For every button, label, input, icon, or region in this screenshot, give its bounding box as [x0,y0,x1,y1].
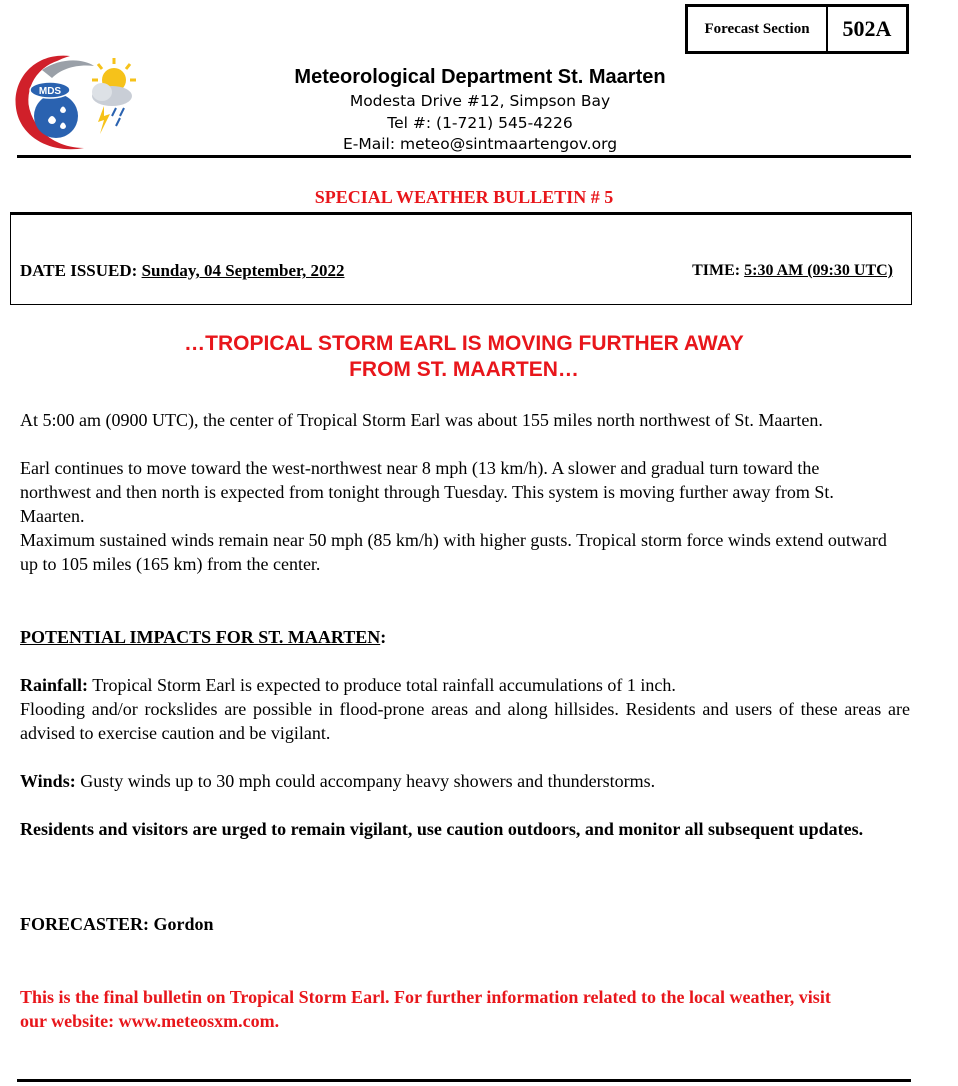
winds-label: Winds: [20,771,76,791]
winds-paragraph [20,769,910,793]
winds-text: Gusty winds up to 30 mph could accompany heavy showers and thunderstorms. [75,771,656,791]
department-phone: Tel #: (1-721) 545-4226 [387,114,573,132]
advisory-paragraph: Residents and visitors are urged to remain vigilant, use caution outdoors, and monitor all subsequent updates. [20,819,864,839]
storm-movement-paragraph: Earl continues to move toward the west-northwest near 8 mph (13 km/h). A slower and gradual turn toward the northwest and then north is expected from tonight through Tuesday. This system is moving further away from St. Maarten. [20,458,834,526]
impacts-heading-colon: : [380,627,387,647]
date-issued-label: DATE ISSUED: [20,261,142,280]
date-issued-value: Sunday, 04 September, 2022 [141,261,345,280]
storm-winds-paragraph: Maximum sustained winds remain near 50 mph (85 km/h) with higher gusts. Tropical storm force winds extend outward up to 105 miles (165 km) from the center. [20,530,887,574]
time-issued-label: TIME: [692,262,745,279]
time-issued-value: 5:30 AM (09:30 UTC) [744,262,893,279]
storm-position-paragraph: At 5:00 am (0900 UTC), the center of Tropical Storm Earl was about 155 miles north northwest of St. Maarten. [20,410,823,430]
final-note: This is the final bulletin on Tropical Storm Earl. For further information related to the local weather, visit our website: www.meteosxm.com. [20,987,831,1031]
rainfall-paragraph [20,673,910,697]
headline-line-1: …TROPICAL STORM EARL IS MOVING FURTHER AWAY [184,332,744,355]
department-email: E-Mail: meteo@sintmaartengov.org [342,135,618,153]
forecast-section-code: 502A [842,16,892,41]
time-issued [692,262,893,280]
headline-line-2: FROM ST. MAARTEN… [349,358,579,381]
department-title: Meteorological Department St. Maarten [294,66,666,88]
rainfall-detail-paragraph: Flooding and/or rockslides are possible in flood-prone areas and along hillsides. Residents and users of these areas are advised to exercise caution and be vigilant. [20,699,910,743]
footer-divider [17,1079,911,1082]
impacts-heading [20,625,910,649]
forecast-section-box [685,4,909,54]
logo-text: MDS [38,86,62,97]
rainfall-text: Tropical Storm Earl is expected to produce total rainfall accumulations of 1 inch. [88,675,676,695]
issued-box [10,212,912,305]
header-divider [17,155,911,158]
bulletin-title: SPECIAL WEATHER BULLETIN # 5 [314,187,614,207]
forecaster: FORECASTER: Gordon [20,914,214,934]
mds-logo [12,50,140,154]
rainfall-label: Rainfall: [20,675,89,695]
department-address: Modesta Drive #12, Simpson Bay [349,92,611,110]
date-issued [20,261,345,281]
impacts-heading-text: POTENTIAL IMPACTS FOR ST. MAARTEN [20,627,381,647]
forecast-section-label: Forecast Section [688,7,828,51]
